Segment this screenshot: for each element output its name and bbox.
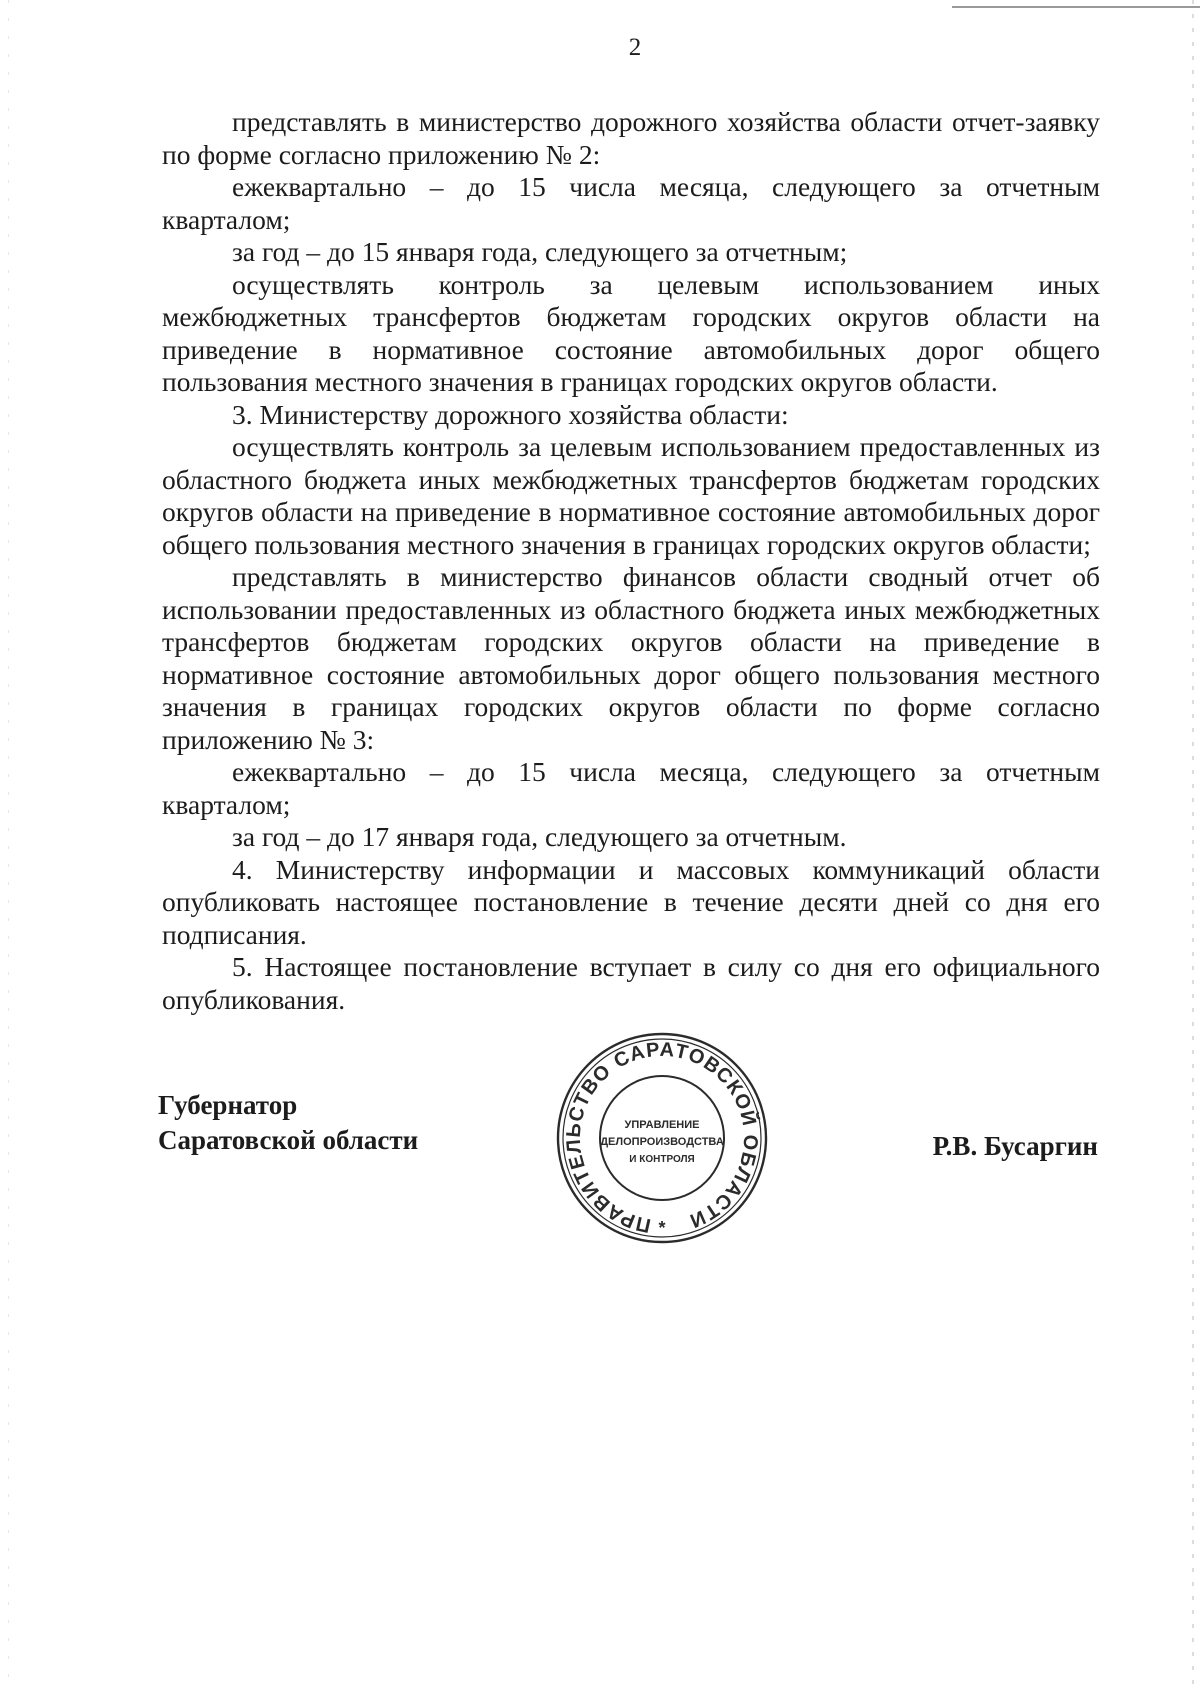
paragraph: представлять в министерство дорожного хозяйства области отчет-заявку по форме согласно приложению № 2: xyxy=(162,106,1100,170)
seal-ring-text: ПРАВИТЕЛЬСТВО САРАТОВСКОЙ ОБЛАСТИ xyxy=(562,1038,762,1237)
paragraph: 4. Министерству информации и массовых коммуникаций области опубликовать настоящее постановление в течение десяти дней со дня его подписания. xyxy=(162,853,1100,950)
official-seal xyxy=(554,1030,770,1246)
signature-title-line1: Губернатор xyxy=(158,1090,298,1120)
paragraph: осуществлять контроль за целевым использованием предоставленных из областного бюджета иных межбюджетных трансфертов бюджетам городских округов области на приведение в нормативное состояние автомобильных дорог общего пользования местного значения в границах городских округов области; xyxy=(162,431,1100,560)
scan-edge-marks xyxy=(1192,0,1194,1686)
scan-edge-line xyxy=(952,6,1200,8)
seal-center-line3: И КОНТРОЛЯ xyxy=(629,1154,695,1165)
paragraph: осуществлять контроль за целевым использованием иных межбюджетных трансфертов бюджетам городских округов области на приведение в нормативное состояние автомобильных дорог общего пользования местного значения в границах городских округов области. xyxy=(162,268,1100,397)
signature-title-line2: Саратовской области xyxy=(158,1125,419,1155)
signature-name: Р.В. Бусаргин xyxy=(932,1131,1098,1161)
seal-center-line2: ДЕЛОПРОИЗВОДСТВА xyxy=(600,1136,724,1148)
paragraph: за год – до 17 января года, следующего за отчетным. xyxy=(232,821,847,852)
signature-title xyxy=(158,1088,418,1158)
paragraph: 3. Министерству дорожного хозяйства области: xyxy=(232,398,789,430)
paragraph: ежеквартально – до 15 числа месяца, следующего за отчетным кварталом; xyxy=(162,171,1100,235)
paragraph: ежеквартально – до 15 числа месяца, следующего за отчетным кварталом; xyxy=(162,756,1100,820)
page-number: 2 xyxy=(628,34,642,61)
seal-star: * xyxy=(658,1218,666,1238)
paragraph: 5. Настоящее постановление вступает в силу со дня его официального опубликования. xyxy=(162,951,1100,1015)
paragraph: за год – до 15 января года, следующего за отчетным; xyxy=(232,236,848,267)
scan-left-marks xyxy=(8,0,9,1686)
document-body xyxy=(162,106,1100,1016)
seal-center-line1: УПРАВЛЕНИЕ xyxy=(624,1119,700,1131)
paragraph: представлять в министерство финансов области сводный отчет об использовании предоставленных из областного бюджета иных межбюджетных трансфертов бюджетам городских округов области на приведение в нормативное состояние автомобильных дорог общего пользования местного значения в границах городских округов области по форме согласно приложению № 3: xyxy=(162,561,1100,755)
